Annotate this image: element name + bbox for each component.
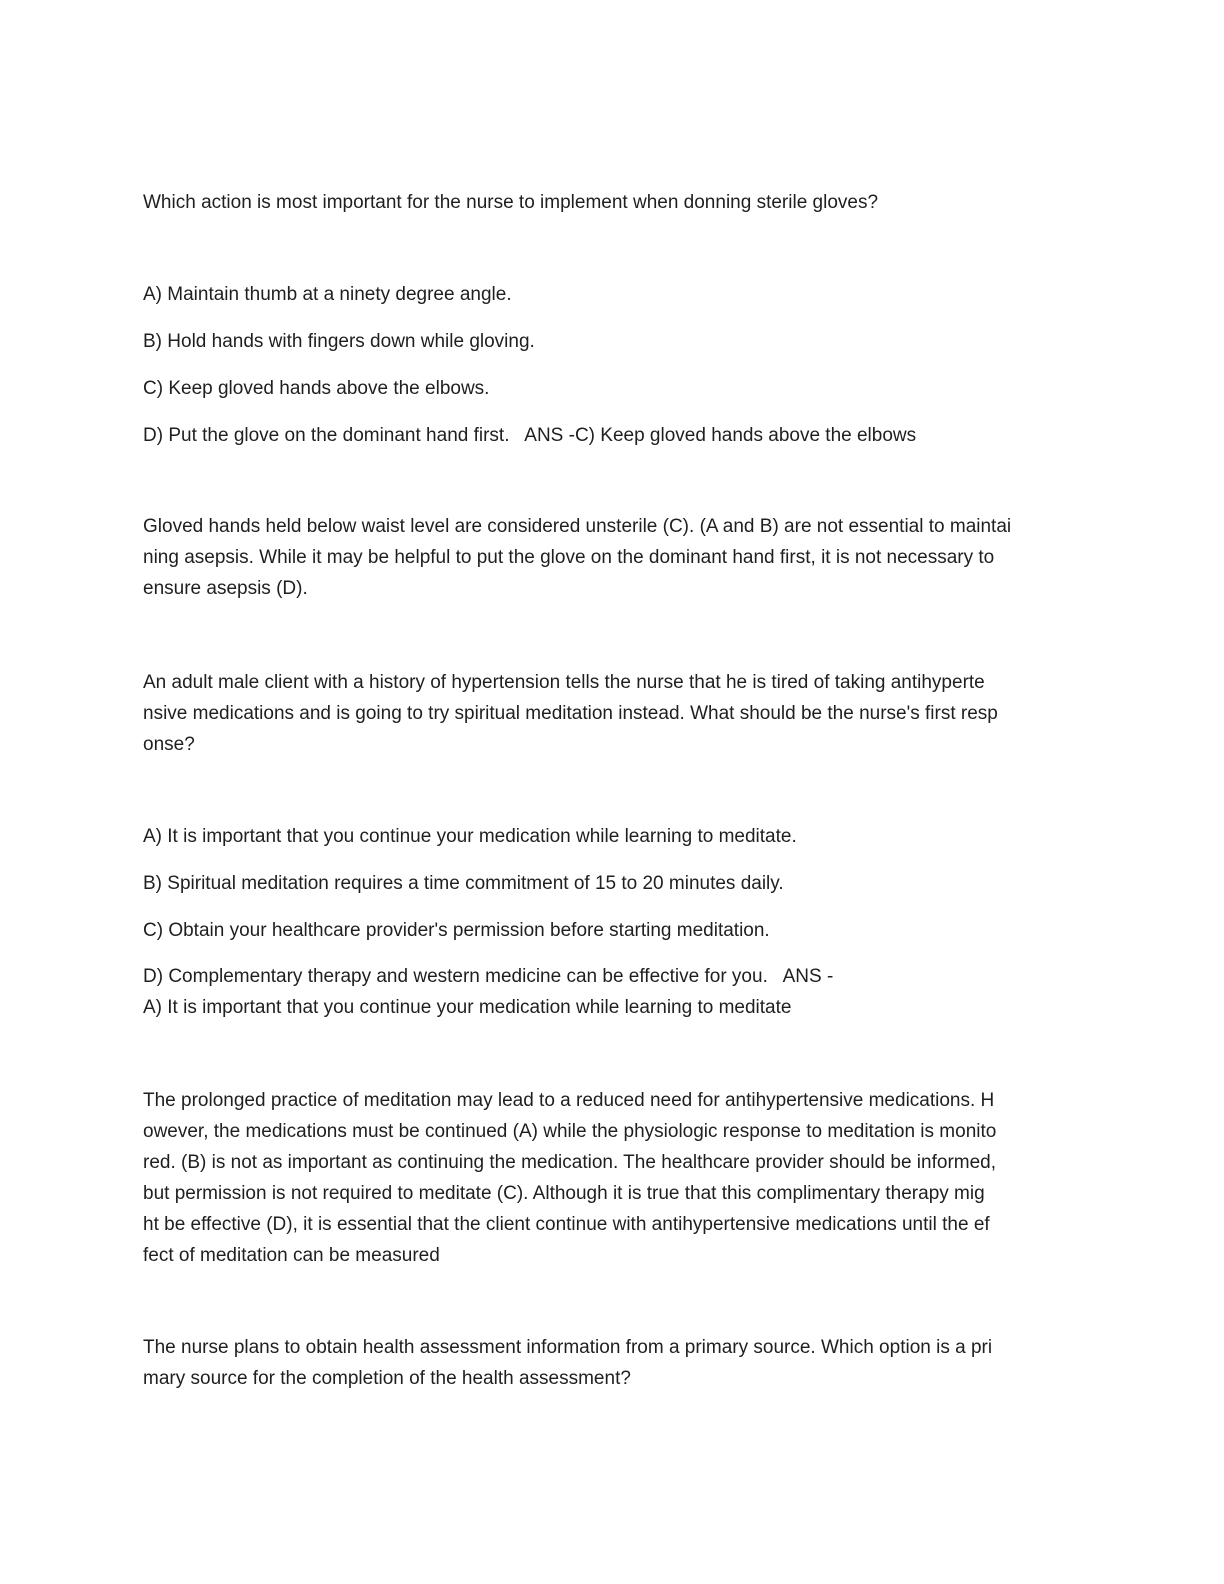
question-line: mary source for the completion of the health assessment? bbox=[143, 1368, 631, 1389]
rationale-line: Gloved hands held below waist level are considered unsterile (C). (A and B) are not essential to maintai bbox=[143, 516, 1012, 537]
rationale-line: owever, the medications must be continued (A) while the physiologic response to meditation is monito bbox=[143, 1121, 997, 1142]
question-line: The nurse plans to obtain health assessment information from a primary source. Which option is a pri bbox=[143, 1337, 993, 1358]
rationale-line: ht be effective (D), it is essential that the client continue with antihypertensive medications until the ef bbox=[143, 1214, 990, 1235]
question-line: Which action is most important for the nurse to implement when donning sterile gloves? bbox=[143, 192, 879, 213]
options-line: C) Keep gloved hands above the elbows. bbox=[143, 378, 490, 399]
rationale-line: ning asepsis. While it may be helpful to put the glove on the dominant hand first, it is not necessary to bbox=[143, 547, 995, 568]
options-line: C) Obtain your healthcare provider's permission before starting meditation. bbox=[143, 920, 770, 941]
options-line: A) It is important that you continue your medication while learning to meditate bbox=[143, 997, 792, 1018]
options-line: D) Complementary therapy and western medicine can be effective for you. ANS - bbox=[143, 966, 834, 987]
options-line: D) Put the glove on the dominant hand first. ANS -C) Keep gloved hands above the elbows bbox=[143, 425, 917, 446]
rationale-line: The prolonged practice of meditation may lead to a reduced need for antihypertensive medications. H bbox=[143, 1090, 995, 1111]
rationale-line: red. (B) is not as important as continuing the medication. The healthcare provider should be informed, bbox=[143, 1152, 997, 1173]
options-line: A) Maintain thumb at a ninety degree angle. bbox=[143, 284, 512, 305]
rationale-line: fect of meditation can be measured bbox=[143, 1245, 440, 1266]
options-line: A) It is important that you continue your medication while learning to meditate. bbox=[143, 826, 797, 847]
question-line: An adult male client with a history of hypertension tells the nurse that he is tired of taking antihyperte bbox=[143, 672, 985, 693]
question-line: onse? bbox=[143, 734, 195, 755]
options-line: B) Hold hands with fingers down while gloving. bbox=[143, 331, 535, 352]
options-line: B) Spiritual meditation requires a time commitment of 15 to 20 minutes daily. bbox=[143, 873, 784, 894]
rationale-line: but permission is not required to meditate (C). Although it is true that this complimentary therapy mig bbox=[143, 1183, 985, 1204]
question-line: nsive medications and is going to try spiritual meditation instead. What should be the nurse's first resp bbox=[143, 703, 998, 724]
rationale-line: ensure asepsis (D). bbox=[143, 578, 308, 599]
